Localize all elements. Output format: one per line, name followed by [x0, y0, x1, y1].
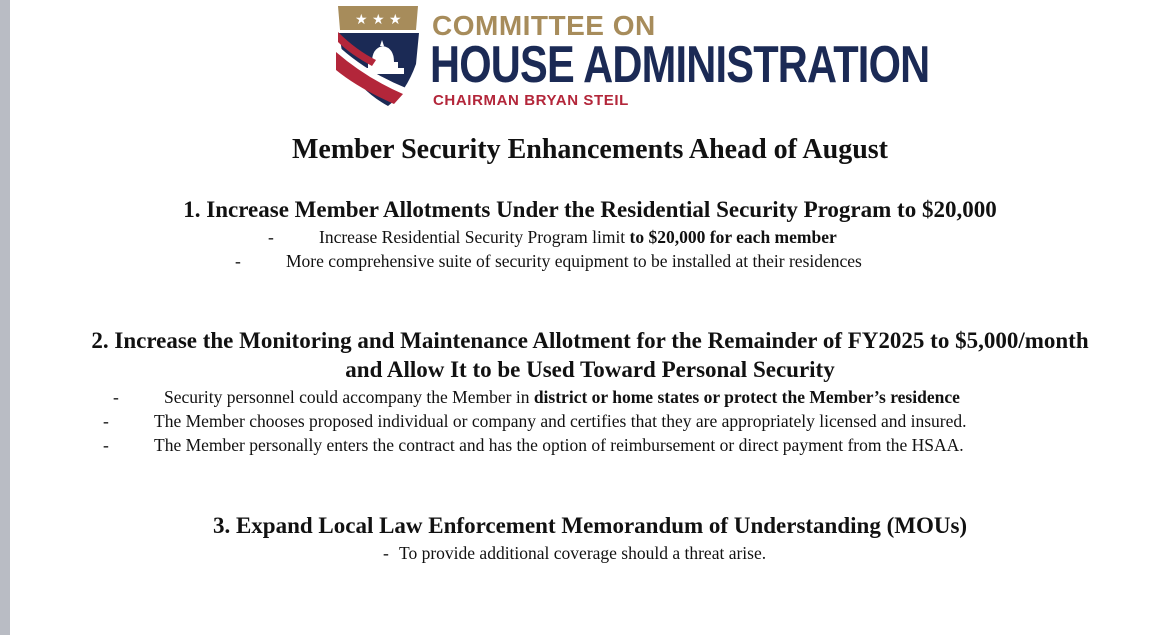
list-item [154, 410, 967, 432]
bullet-dash: - [103, 411, 109, 431]
bullet-bold-text: to $20,000 for each member [629, 227, 837, 247]
committee-logo [336, 2, 930, 112]
bullet-bold-text: district or home states or protect the Member’s residence [533, 387, 960, 407]
logo-line-3: CHAIRMAN BRYAN STEIL [433, 92, 629, 109]
bullet-text: More comprehensive suite of security equipment to be installed at their residences [286, 251, 862, 271]
section-3-heading: 3. Expand Local Law Enforcement Memorandum of Understanding (MOUs) [212, 513, 968, 538]
left-edge-border [0, 0, 10, 635]
bullet-text: Increase Residential Security Program limit [319, 227, 630, 247]
bullet-text: The Member personally enters the contract and has the option of reimbursement or direct payment from the HSAA. [154, 435, 964, 455]
svg-text:★: ★ [372, 12, 385, 28]
list-item [154, 434, 964, 456]
logo-line-1: COMMITTEE ON [432, 10, 656, 41]
logo-line-2: HOUSE ADMINISTRATION [430, 36, 930, 94]
list-item [286, 250, 862, 272]
bullet-dash: - [235, 251, 241, 271]
list-item [319, 226, 837, 248]
bullet-dash: - [113, 387, 119, 407]
capitol-shield-icon [336, 2, 422, 108]
bullet-dash: - [383, 543, 389, 563]
page-title: Member Security Enhancements Ahead of August [291, 134, 889, 165]
list-item [164, 386, 960, 408]
section-2-heading-line-2: and Allow It to be Used Toward Personal Security [345, 357, 835, 382]
list-item [399, 542, 766, 564]
section-2-heading-line-1: 2. Increase the Monitoring and Maintenance Allotment for the Remainder of FY2025 to $5,000/month [91, 328, 1089, 353]
bullet-dash: - [103, 435, 109, 455]
section-1-heading: 1. Increase Member Allotments Under the Residential Security Program to $20,000 [183, 197, 997, 222]
bullet-dash: - [268, 227, 274, 247]
svg-text:★: ★ [355, 12, 368, 28]
bullet-text: To provide additional coverage should a threat arise. [399, 543, 767, 563]
svg-text:★: ★ [389, 12, 402, 28]
bullet-text: The Member chooses proposed individual or company and certifies that they are appropriately licensed and insured. [154, 411, 967, 431]
bullet-text: Security personnel could accompany the Member in [164, 387, 534, 407]
